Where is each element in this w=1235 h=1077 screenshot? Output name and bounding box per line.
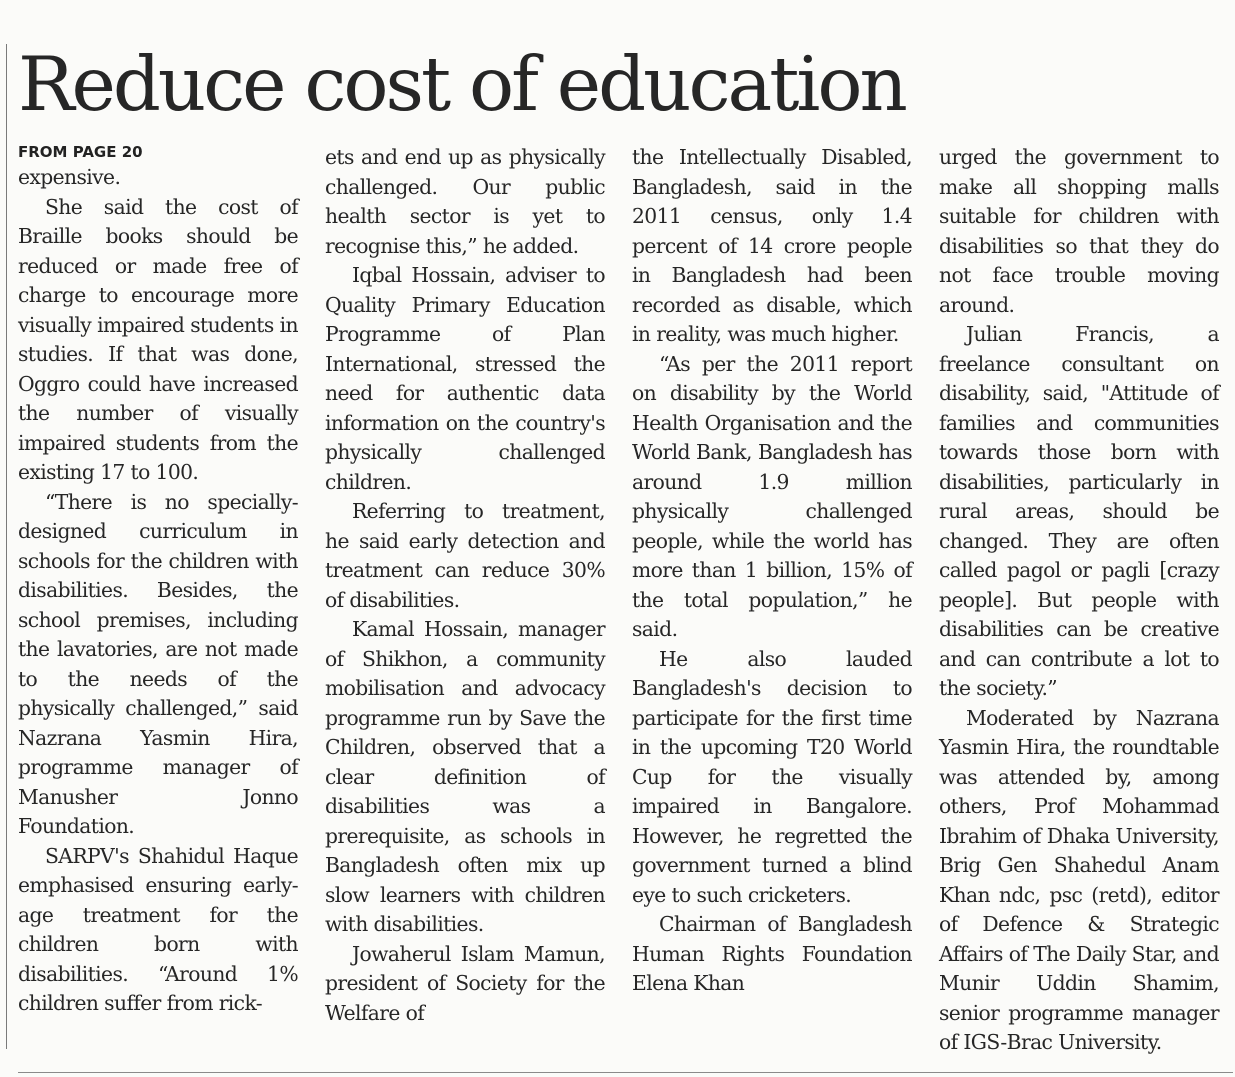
paragraph: ets and end up as physically challenged. Our public health sector is yet to recognise this,” he added.	[325, 145, 605, 258]
paragraph: the Intellectually Disabled, Bangladesh, said in the 2011 census, only 1.4 percent of 14 crore people in Bangladesh had been recorded as disable, which in reality, was much higher.	[632, 145, 912, 346]
paragraph: urged the government to make all shopping malls suitable for children with disabilities so that they do not face trouble moving around.	[939, 145, 1219, 317]
paragraph: “As per the 2011 report on disability by the World Health Organisation and the World Bank, Bangladesh has around 1.9 million physically challenged people, while the world has more than 1 billion, 15% of the total population,” he said.	[632, 351, 912, 641]
paragraph: Referring to treatment, he said early detection and treatment can reduce 30% of disabilities.	[325, 499, 605, 612]
paragraph: Iqbal Hossain, adviser to Quality Primary Education Programme of Plan International, stressed the need for authentic data information on the country's physically challenged children.	[325, 263, 605, 494]
kicker: FROM PAGE 20	[18, 143, 143, 161]
article-column-2	[325, 143, 605, 1028]
paragraph: Kamal Hossain, manager of Shikhon, a community mobilisation and advocacy programme run by Save the Children, observed that a clear definition of disabilities was a prerequisite, as schools in Bangladesh often mix up slow learners with children with disabilities.	[325, 617, 605, 936]
paragraph: expensive.	[18, 165, 121, 189]
paragraph: She said the cost of Braille books should be reduced or made free of charge to encourage more visually impaired students in studies. If that was done, Oggro could have increased the number of visually impaired students from the existing 17 to 100.	[18, 194, 298, 484]
article-column-1	[18, 143, 298, 1019]
headline: Reduce cost of education	[18, 40, 905, 128]
paragraph: Moderated by Nazrana Yasmin Hira, the roundtable was attended by, among others, Prof Mohammad Ibrahim of Dhaka University, Brig Gen Shahedul Anam Khan ndc, psc (retd), editor of Defence & Strategic Affairs of The Daily Star, and Munir Uddin Shamim, senior programme manager of IGS-Brac University.	[939, 705, 1219, 1054]
paragraph: Chairman of Bangladesh Human Rights Foundation Elena Khan	[632, 912, 912, 995]
paragraph: SARPV's Shahidul Haque emphasised ensuring early-age treatment for the children born with disabilities. “Around 1% children suffer from rick-	[18, 843, 298, 1015]
article-column-4	[939, 143, 1219, 1058]
paragraph: Jowaherul Islam Mamun, president of Society for the Welfare of	[325, 941, 605, 1025]
paragraph: Julian Francis, a freelance consultant on disability, said, "Attitude of families and communities towards those born with disabilities, particularly in rural areas, should be changed. They are often called pagol or pagli [crazy people]. But people with disabilities can be creative and can contribute a lot to the society.”	[939, 322, 1219, 700]
bottom-rule	[18, 1072, 1233, 1073]
article-column-3	[632, 143, 912, 999]
paragraph: He also lauded Bangladesh's decision to participate for the first time in the upcoming T20 World Cup for the visually impaired in Bangalore. However, he regretted the government turned a blind eye to such cricketers.	[632, 646, 912, 907]
paragraph: “There is no specially-designed curriculum in schools for the children with disabilities. Besides, the school premises, including the lavatories, are not made to the needs of the physically challenged,” said Nazrana Yasmin Hira, programme manager of Manusher Jonno Foundation.	[18, 489, 298, 838]
left-column-rule	[6, 44, 7, 1049]
